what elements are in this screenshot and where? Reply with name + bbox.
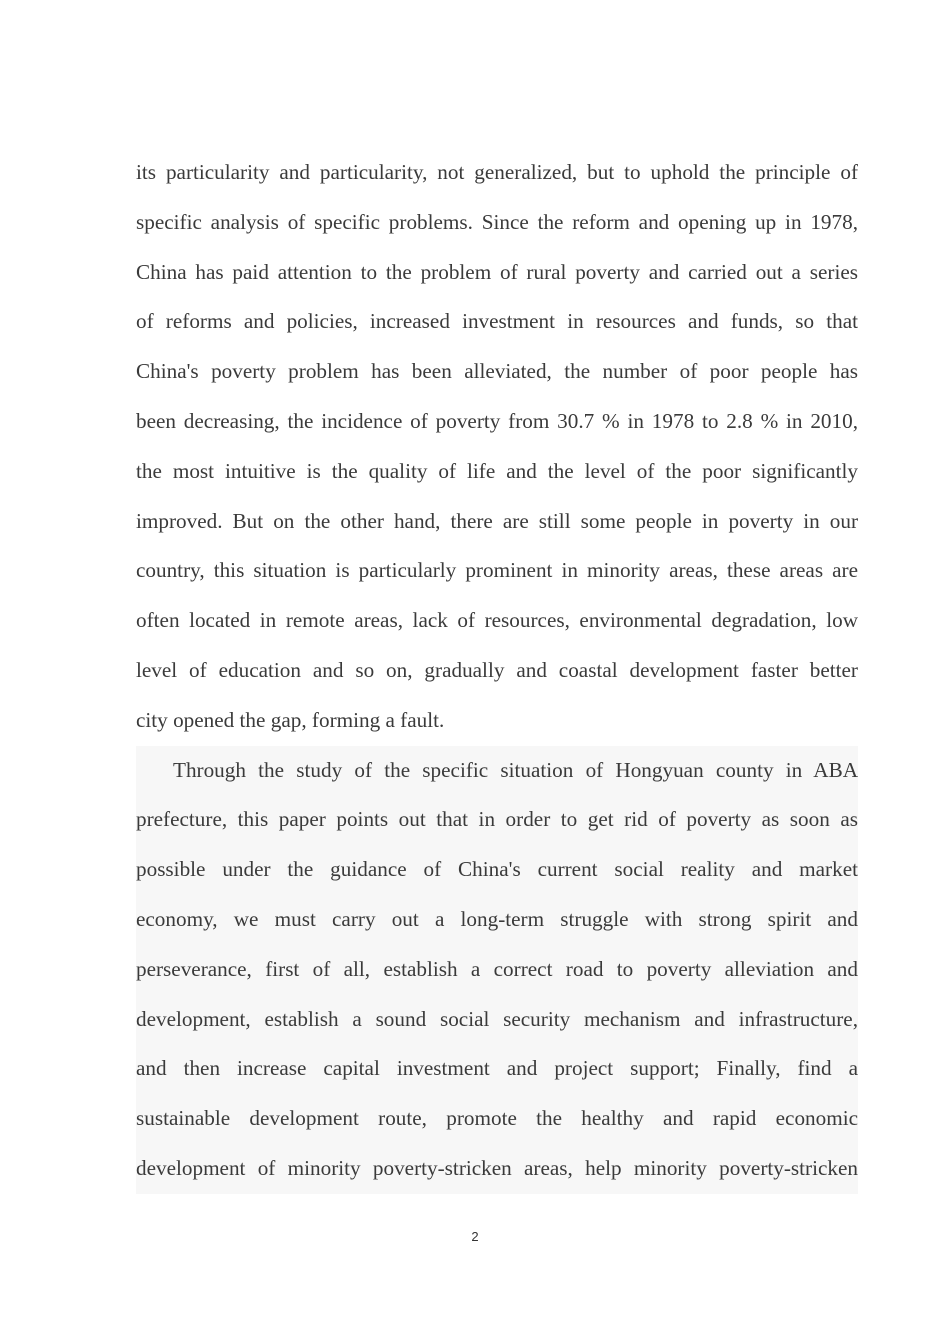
paragraph-line: prefecture, this paper points out that in order to get rid of poverty as soon as bbox=[136, 795, 858, 845]
paragraph-line: improved. But on the other hand, there are still some people in poverty in our bbox=[136, 508, 858, 533]
paragraph-line: the most intuitive is the quality of life and the level of the poor significantly bbox=[136, 458, 858, 483]
paragraph-line: country, this situation is particularly prominent in minority areas, these areas are bbox=[136, 558, 858, 583]
page-number: 2 bbox=[471, 1229, 479, 1244]
paragraph-line: sustainable development route, promote the healthy and rapid economic bbox=[136, 1094, 858, 1144]
paragraph-line: China's poverty problem has been alleviated, the number of poor people has bbox=[136, 359, 858, 384]
paragraph-line: of reforms and policies, increased investment in resources and funds, so that bbox=[136, 309, 858, 334]
paragraph-line: been decreasing, the incidence of poverty from 30.7 % in 1978 to 2.8 % in 2010, bbox=[136, 408, 858, 433]
paragraph-line: perseverance, first of all, establish a correct road to poverty alleviation and bbox=[136, 945, 858, 995]
paragraph-line: possible under the guidance of China's current social reality and market bbox=[136, 845, 858, 895]
paragraph-line: specific analysis of specific problems. Since the reform and opening up in 1978, bbox=[136, 209, 858, 234]
body-text bbox=[136, 148, 858, 1194]
paragraph-line: its particularity and particularity, not generalized, but to uphold the principle of bbox=[136, 160, 858, 184]
paragraph-line: China has paid attention to the problem of rural poverty and carried out a series bbox=[136, 259, 858, 284]
paragraph-line: level of education and so on, gradually and coastal development faster better bbox=[136, 657, 858, 682]
paragraph-line: and then increase capital investment and project support; Finally, find a bbox=[136, 1044, 858, 1094]
paragraph-line: city opened the gap, forming a fault. bbox=[136, 707, 445, 732]
paragraph-1 bbox=[136, 148, 858, 746]
paragraph-2 bbox=[136, 746, 858, 1194]
paragraph-line: economy, we must carry out a long-term struggle with strong spirit and bbox=[136, 895, 858, 945]
paragraph-line: development, establish a sound social security mechanism and infrastructure, bbox=[136, 995, 858, 1045]
paragraph-line: development of minority poverty-stricken areas, help minority poverty-stricken bbox=[136, 1144, 858, 1194]
paragraph-line: often located in remote areas, lack of resources, environmental degradation, low bbox=[136, 608, 858, 633]
paragraph-line: Through the study of the specific situation of Hongyuan county in ABA bbox=[136, 746, 858, 796]
